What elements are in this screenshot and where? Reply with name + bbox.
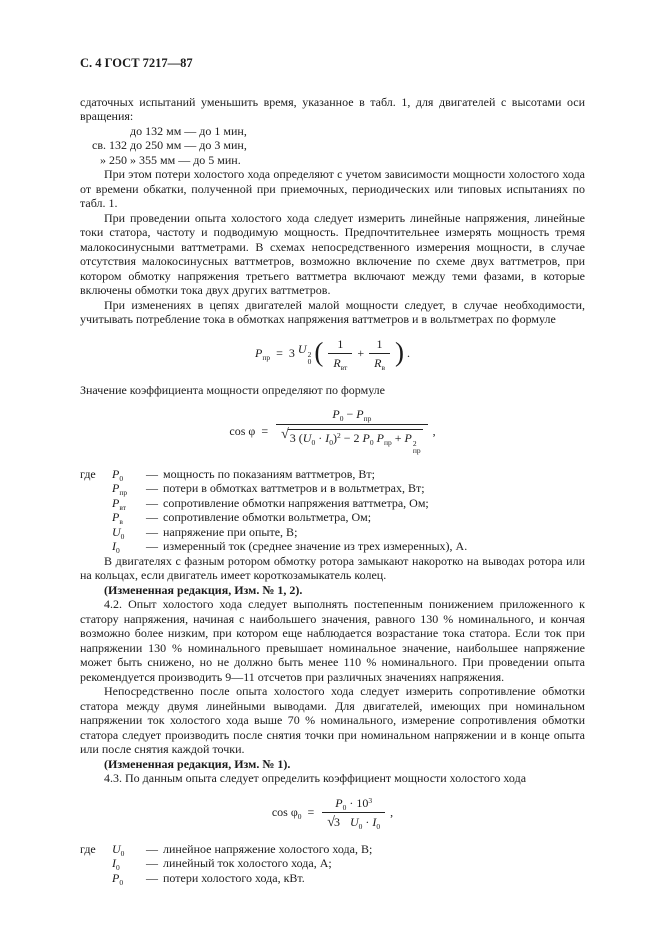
paragraph-wound-rotor: В двигателях с фазным ротором обмотку ротора замыкают накоротко на выводах ротора или на кольцах, если двигатель имеет короткозамыкатель колец. (80, 553, 585, 582)
formula-lhs: cos φ (229, 423, 256, 438)
symbol: $P_{вт}$ (112, 495, 126, 512)
formula-power-factor (80, 407, 585, 455)
fraction-wattmeter-resistance: $\frac{1}{R_{вт}}$ (328, 337, 352, 371)
symbol: $P_0$ (112, 870, 124, 887)
revision-note-1: (Измененная редакция, Изм. № 1, 2). (104, 582, 303, 597)
equals-sign: = (261, 423, 269, 438)
formula-lhs: $\cos \varphi_0$ (271, 805, 302, 822)
dash: — (146, 481, 158, 495)
fraction-power-factor: $P_0 - P_{пр}$ √ 3 $(U_0 \cdot I_0)^2 - 2$ $P_0$ $P_{пр} + P$ 2 пр (276, 407, 427, 455)
height-range-line-1: до 132 мм — до 1 мин, (130, 123, 247, 138)
paragraph-4-2: 4.2. Опыт холостого хода следует выполнять постепенным понижением приложенного к статору напряжения, начиная с наибольшего значения, равного 130 % номинального, и кончая возможно более низким, при котором еще наблюдается возрастание тока статора. Если ток при напряжении 130 % номинального превышает номинальное значение, наибольшее напряжение может быть снижено, но не должно быть менее 110 % номинального. При проведении опыта рекомендуется производить 9—11 отсчетов при различных значениях напряжения. (80, 597, 585, 684)
symbol-definition-row (80, 842, 585, 857)
dash: — (146, 524, 158, 539)
dash: — (146, 841, 158, 856)
symbol: $I_0$ (112, 856, 120, 872)
symbol-description: мощность по показаниям ваттметров, Вт; (163, 466, 376, 481)
fraction-no-load: $\frac{P_0 \cdot 10^3}{√3 U_0 \cdot I_0}$ (322, 796, 385, 830)
symbol: $P_в$ (112, 510, 123, 526)
page-header: С. 4 ГОСТ 7217—87 (80, 56, 193, 70)
paragraph-4-3: 4.3. По данным опыта следует определить коэффициент мощности холостого хода (104, 771, 527, 785)
dash: — (146, 870, 158, 885)
height-range-line-3: » 250 » 355 мм — до 5 мин. (100, 152, 241, 167)
voltage-squared: U 2 0 (297, 341, 312, 366)
symbol-description: линейное напряжение холостого хода, В; (163, 841, 373, 856)
coefficient: 3 (288, 346, 295, 361)
symbol-definition-row (80, 871, 585, 886)
symbol-definition-row (80, 510, 585, 525)
symbol-definition-row (80, 525, 585, 540)
formula-no-load-power-factor (80, 796, 585, 830)
symbol: $U_0$ (112, 841, 125, 858)
equals-sign: = (307, 805, 315, 820)
right-parenthesis: ) (394, 336, 404, 367)
paragraph-small-motors: При изменениях в цепях двигателей малой мощности следует, в случае необходимости, учитывать потребление тока в обмотках напряжения ваттметров и в вольтметрах по формуле (80, 297, 585, 326)
plus-sign: + (357, 346, 365, 361)
radical: √ 3 $(U_0 \cdot I_0)^2 - 2$ $P_0$ $P_{пр} + P$ 2 пр (281, 426, 421, 455)
paragraph-no-load-losses: При этом потери холостого хода определяют с учетом зависимости мощности холостого хода от времени обкатки, полученной при приемочных, периодических или типовых испытаниях по табл. 1. (80, 167, 585, 210)
dash: — (146, 539, 158, 553)
dash: — (146, 856, 158, 870)
symbol-definition-row (80, 467, 585, 482)
symbol-definition-row (80, 856, 585, 871)
equals-sign: = (276, 346, 283, 361)
paragraph-stator-resistance: Непосредственно после опыта холостого хода следует измерить сопротивление обмотки статора между двумя линейными выводами. Для двигателей, имеющих при номинальном напряжении ток холостого хода выше 70 % номинального, измерение сопротивления обмотки статора следует производить после снятия точки при номинальном напряжении и в конце опыта или после снятия каждой точки. (80, 684, 585, 756)
formula-wattmeter-losses (80, 337, 585, 371)
dash: — (146, 466, 158, 481)
symbol-description: потери в обмотках ваттметров и в вольтметрах, Вт; (163, 481, 425, 495)
period: . (406, 346, 410, 361)
symbol-description: сопротивление обмотки напряжения ваттметра, Ом; (163, 495, 429, 510)
symbol: $I_0$ (112, 539, 120, 555)
comma: , (432, 423, 436, 438)
symbol-description: напряжение при опыте, В; (163, 524, 298, 539)
symbol-definition-row (80, 539, 585, 554)
symbol-definition-row (80, 481, 585, 496)
symbol-definitions-1 (80, 467, 585, 554)
paragraph-power-factor-intro: Значение коэффициента мощности определяют по формуле (80, 382, 385, 397)
symbol: $P_0$ (112, 466, 124, 483)
radical-sign: √ (327, 815, 335, 830)
symbol: $U_0$ (112, 524, 125, 541)
symbol: $P_{пр}$ (112, 481, 128, 497)
dash: — (146, 510, 158, 524)
revision-note-2: (Измененная редакция, Изм. № 1). (104, 756, 291, 771)
symbol-description: измеренный ток (среднее значение из трех измеренных), А. (163, 539, 468, 553)
height-range-line-2: св. 132 до 250 мм — до 3 мин, (92, 138, 247, 152)
where-prefix: где (80, 466, 96, 481)
fraction-voltmeter-resistance: $\frac{1}{R_в}$ (369, 337, 390, 371)
symbol-description: сопротивление обмотки вольтметра, Ом; (163, 510, 372, 524)
where-prefix: где (80, 841, 96, 856)
paragraph-no-load-measurements: При проведении опыта холостого хода следует измерить линейные напряжения, линейные токи статора, частоту и подводимую мощность. Предпочтительнее измерять мощность тремя малокосинусными ваттметрами. В схемах непосредственного измерения мощности, в случае отсутствия малокосинусных ваттметров, возможно включение по схеме двух ваттметров, при котором обмотку напряжения третьего ваттметра включают между теми фазами, в которые включены обмотки тока двух других ваттметров. (80, 210, 585, 297)
dash: — (146, 495, 158, 510)
formula-lhs: $P_{пр}$ (255, 346, 271, 363)
symbol-definitions-2 (80, 842, 585, 886)
paragraph-acceptance-tests: сдаточных испытаний уменьшить время, указанное в табл. 1, для двигателей с высотами оси вращения: (80, 94, 585, 123)
symbol-description: линейный ток холостого хода, А; (163, 856, 332, 870)
comma: , (390, 805, 394, 820)
symbol-definition-row (80, 496, 585, 511)
left-parenthesis: ( (314, 336, 324, 367)
symbol-description: потери холостого хода, кВт. (163, 870, 305, 885)
